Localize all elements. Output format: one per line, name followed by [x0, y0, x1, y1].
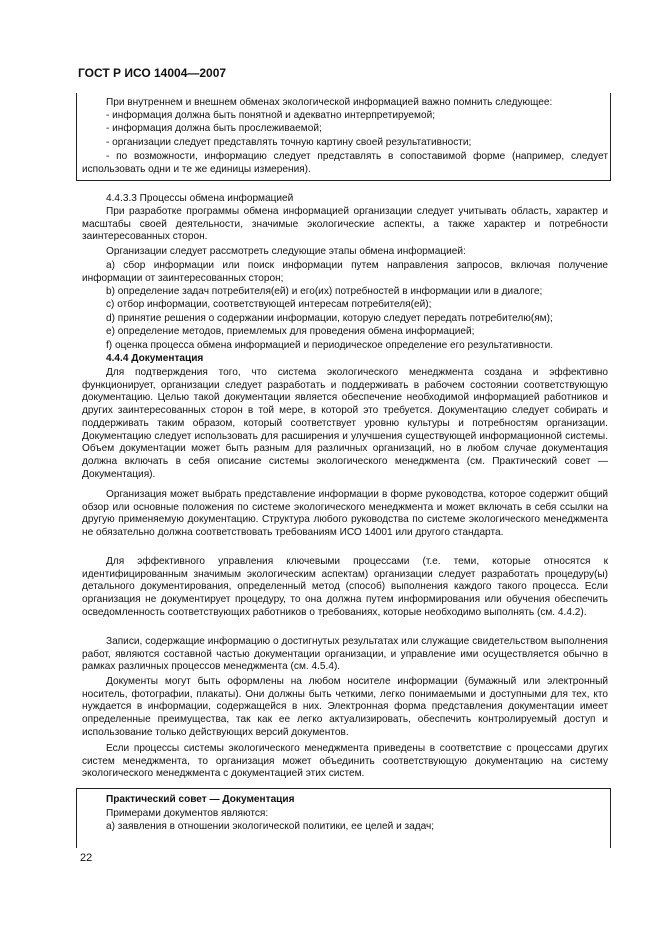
- paragraph: Организации следует рассмотреть следующие этапы обмена информацией:: [106, 246, 466, 257]
- box-line-0: При внутреннем и внешнем обменах экологической информацией важно помнить следующее:: [106, 97, 553, 108]
- box-line-1: - информация должна быть понятной и адекватно интерпретируемой;: [106, 110, 436, 121]
- section-heading-444: 4.4.4 Документация: [106, 353, 204, 364]
- page-number: 22: [80, 852, 93, 864]
- paragraph: Для эффективного управления ключевыми процессами (т.е. теми, которые относятся к идентифицированным значимым экологическим аспектам) организации следует разработать процедуру(ы) детального документирования, определенный метод (способ) выполнения каждого такого процесса. Если организация не документирует процедуру, то она должна путем информирования или обучения обеспечить осведомленность соответствующих работников о требованиях, которые необходимо выполнять (см. 4.4.2).: [82, 556, 608, 618]
- box-line-2: - информация должна быть прослеживаемой;: [106, 123, 322, 134]
- list-item-e: e) определение методов, приемлемых для проведения обмена информацией;: [106, 326, 475, 337]
- box-line-4: - по возможности, информацию следует представлять в сопоставимой форме (например, следует использовать одни и те же единицы измерения).: [82, 151, 608, 175]
- paragraph: Документы могут быть оформлены на любом носителе информации (бумажный или электронный носитель, фотографии, плакаты). Они должны быть четкими, легко понимаемыми и доступными для тех, кто нуждается в информации, содержащейся в них. Электронная форма представления документации имеет определенные преимущества, так как ее легко актуализировать, обеспечить контролируемый доступ и использование только действующих версий документов.: [82, 676, 608, 738]
- list-item-d: d) принятие решения о содержании информации, которую следует передать потребителю(ям);: [106, 313, 553, 324]
- practical-advice-item-a: a) заявления в отношении экологической политики, ее целей и задач;: [106, 821, 435, 832]
- list-item-f: f) оценка процесса обмена информацией и периодическое определение его результативности.: [106, 340, 554, 351]
- section-heading-4433: 4.4.3.3 Процессы обмена информацией: [106, 193, 294, 204]
- practical-advice-line: Примерами документов являются:: [106, 808, 269, 819]
- list-item-a: a) сбор информации или поиск информации путем направления запросов, включая получение информации от заинтересованных сторон;: [82, 260, 608, 284]
- paragraph: Организация может выбрать представление информации в форме руководства, которое содержит общий обзор или основные положения по системе экологического менеджмента и может включать в себя ссылки на другую применяемую документацию. Структура любого руководства по системе экологического менеджмента не обязательно должна соответствовать требованиям ИСО 14001 или другого стандарта.: [82, 489, 608, 539]
- document-header: ГОСТ Р ИСО 14004—2007: [78, 66, 227, 80]
- paragraph: Записи, содержащие информацию о достигнутых результатах или служащие свидетельством выполнения работ, являются составной частью документации организации, и управление ими осуществляется обычно в рамках различных процессов менеджмента (см. 4.5.4).: [82, 636, 608, 673]
- paragraph: При разработке программы обмена информацией организации следует учитывать область, характер и масштабы своей деятельности, значимые экологические аспекты, а также характер и потребности заинтересованных сторон.: [82, 206, 608, 243]
- paragraph: Для подтверждения того, что система экологического менеджмента создана и эффективно функционирует, организации следует разработать и поддерживать в рабочем состоянии соответствующую документацию. Целью такой документации является обеспечение необходимой информацией работников и других заинтересованных сторон в той мере, в которой это требуется. Документацию следует собирать и поддерживать таким образом, который соответствует уровню культуры и потребностям организации. Документацию следует использовать для расширения и улучшения существующей информационной системы. Объем документации может быть разным для различных организаций, но в любом случае документация должна включать в себя описание системы экологического менеджмента (см. Практический совет — Документация).: [82, 367, 608, 480]
- paragraph: Если процессы системы экологического менеджмента приведены в соответствие с процессами других систем менеджмента, то организация может объединить соответствующую документацию на систему экологического менеджмента с документацией этих систем.: [82, 743, 608, 780]
- box-line-3: - организации следует представлять точную картину своей результативности;: [106, 137, 472, 148]
- list-item-c: c) отбор информации, соответствующей интересам потребителя(ей);: [106, 299, 432, 310]
- practical-advice-title: Практический совет — Документация: [106, 794, 295, 805]
- list-item-b: b) определение задач потребителя(ей) и его(их) потребностей в информации или в диалоге;: [106, 286, 543, 297]
